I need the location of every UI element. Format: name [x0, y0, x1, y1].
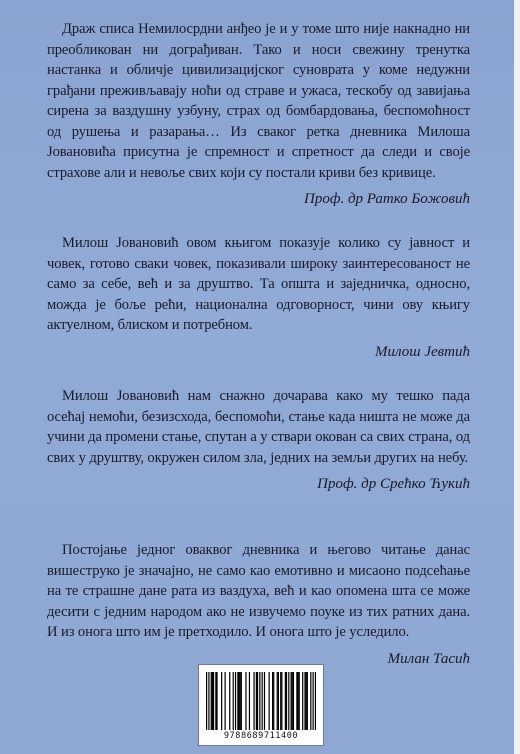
isbn-barcode: [198, 664, 324, 746]
barcode-bar: [241, 672, 242, 730]
barcode-bar: [208, 672, 209, 730]
quote-text: Постојање једног оваквог дневника и његово читање данас вишеструко је значајно, не само као емотивно и мисаоно подсећање на те страшне дане рата из ваздуха, већ и као опомена шта се може десити с једним народом ако не извучемо поуке из тих ратних дана. И из онога што им је претходило. И онога што је уследило.: [47, 542, 470, 640]
page-edge: [514, 0, 520, 754]
barcode-bar: [225, 672, 226, 730]
barcode-bar: [296, 672, 297, 730]
barcode-bar: [259, 672, 260, 730]
barcode-bar: [211, 672, 212, 730]
quote-text: Милош Јовановић овом књигом показује колико су јавност и човек, готово сваки човек, показивали широку заинтересованост не само за себе, већ и за друштво. Та општа и заједничка, односно, можда је боље рећи, национална одговорност, чини ову књигу актуелном, блиском и потребном.: [47, 235, 470, 333]
barcode-bar: [286, 672, 287, 730]
quote-block: [47, 540, 470, 668]
quote-text: Драж списа Немилосрдни анђео је и у томе што није накнадно ни преобликован ни дограђиван. Тако и носи свежину тренутка настанка и обличје цивилизацијског суноврата у коме недужни грађани преживљавају ноћи од страве и ужаса, тескобу од завијања сирена за ваздушну узбуну, страх од бомбардовања, беспомоћност од рушења и разарања… Из сваког ретка дневника Милоша Јовановића присутна је спремност и спретност да следи и своје страхове али и невоље свих који су постали криви без кривице.: [47, 21, 470, 181]
barcode-bar: [272, 672, 273, 730]
barcode-bar: [288, 672, 289, 730]
barcode-bar: [262, 672, 263, 730]
quote-block: [47, 233, 470, 361]
barcode-bar: [278, 672, 279, 730]
quote-author: Проф. др Срећко Ћукић: [317, 476, 470, 492]
barcode-bar: [292, 672, 293, 730]
barcode-bar: [280, 672, 281, 730]
barcode-bar: [264, 672, 265, 730]
barcode-bar: [235, 672, 236, 730]
barcode-bar: [310, 672, 311, 730]
barcode-bar: [277, 672, 278, 730]
barcode-bar: [213, 672, 214, 730]
barcode-bar: [229, 672, 230, 730]
barcode-bar: [215, 672, 216, 730]
quote-block: [47, 19, 470, 208]
barcode-bar: [313, 672, 314, 730]
barcode-bars: [206, 672, 316, 730]
barcode-bar: [245, 672, 246, 730]
barcode-bar: [306, 672, 307, 730]
barcode-bar: [291, 672, 292, 730]
barcode-bar: [240, 672, 241, 730]
barcode-bar: [206, 672, 207, 730]
barcode-bar: [253, 672, 254, 730]
quote-text: Милош Јовановић нам снажно дочарава како му тешко пада осећај немоћи, безизсхода, беспомоћи, стање када ништа не може да учини да промени стање, спутан а у ствари окован са свих страна, од свих у друштву, окружен силом зла, једних на земљи других на небу.: [47, 388, 470, 466]
barcode-bar: [297, 672, 298, 730]
barcode-bar: [307, 672, 308, 730]
barcode-bar: [238, 672, 239, 730]
quote-author: Проф. др Ратко Божовић: [303, 191, 470, 207]
barcode-bar: [221, 672, 222, 730]
barcode-bar: [315, 672, 316, 730]
barcode-bar: [216, 672, 217, 730]
barcode-bar: [299, 672, 300, 730]
barcode-bar: [249, 672, 250, 730]
quote-author: Милан Тасић: [387, 650, 470, 667]
barcode-bar: [269, 672, 270, 730]
barcode-bar: [302, 672, 303, 730]
barcode-bar: [304, 672, 305, 730]
quote-author: Милош Јевтић: [375, 343, 470, 360]
barcode-bar: [281, 672, 282, 730]
barcode-bar: [293, 672, 294, 730]
barcode-bar: [273, 672, 274, 730]
barcode-bar: [237, 672, 238, 730]
barcode-number: 9788689711400: [223, 731, 299, 741]
barcode-bar: [212, 672, 213, 730]
barcode-bar: [285, 672, 286, 730]
barcode-bar: [256, 672, 257, 730]
quote-block: [47, 386, 470, 493]
barcode-bar: [257, 672, 258, 730]
barcode-bar: [233, 672, 234, 730]
